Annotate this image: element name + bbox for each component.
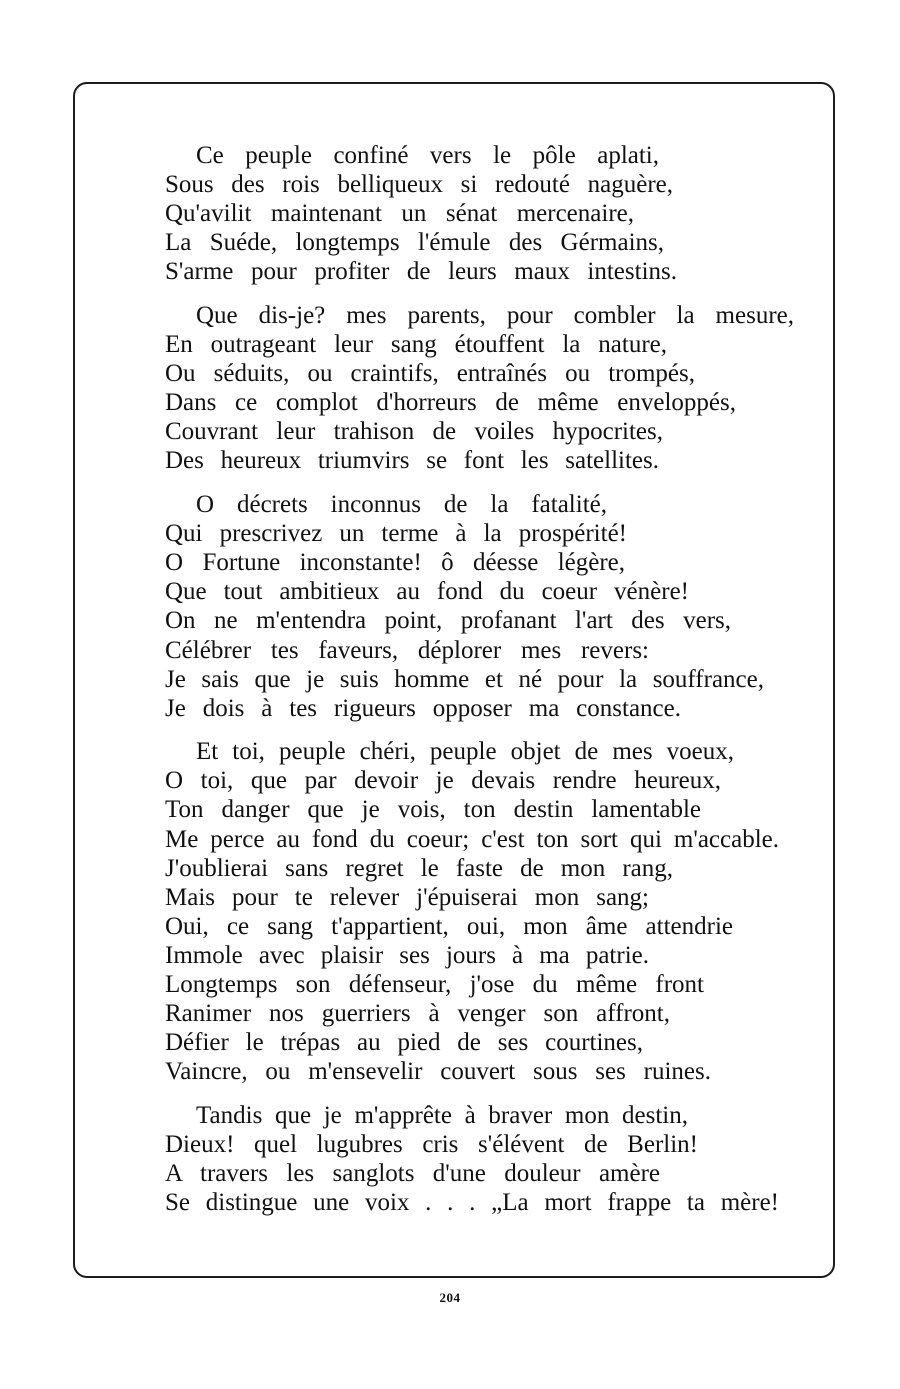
poem-line: A travers les sanglots d'une douleur amère	[165, 1160, 660, 1188]
poem-line: Que tout ambitieux au fond du coeur vénère!	[165, 578, 689, 606]
poem-line: Ton danger que je vois, ton destin lamentable	[165, 796, 701, 824]
page-number: 204	[439, 1290, 461, 1305]
poem-line: S'arme pour profiter de leurs maux intestins.	[165, 258, 677, 286]
poem-line: J'oublierai sans regret le faste de mon rang,	[165, 854, 673, 882]
poem-line: Longtemps son défenseur, j'ose du même front	[165, 971, 704, 999]
poem-line: Ranimer nos guerriers à venger son affront,	[165, 1000, 670, 1028]
poem-line: O toi, que par devoir je devais rendre heureux,	[165, 767, 721, 795]
poem-line: Défier le trépas au pied de ses courtines,	[165, 1029, 643, 1057]
poem-line: On ne m'entendra point, profanant l'art des vers,	[165, 607, 731, 635]
poem-line: Ce peuple confiné vers le pôle aplati,	[196, 142, 659, 169]
stanza	[165, 141, 805, 286]
poem-line: Qu'avilit maintenant un sénat mercenaire,	[165, 200, 634, 228]
poem-line: Des heureux triumvirs se font les satellites.	[165, 447, 659, 475]
poem-line: Ou séduits, ou craintifs, entraînés ou trompés,	[165, 360, 695, 388]
poem-line: Se distingue une voix . . . „La mort frappe ta mère!	[165, 1189, 779, 1217]
poem-line: Dieux! quel lugubres cris s'élévent de Berlin!	[165, 1131, 698, 1158]
poem-line: Dans ce complot d'horreurs de même enveloppés,	[165, 389, 736, 417]
poem-line: Me perce au fond du coeur; c'est ton sort qui m'accable.	[165, 825, 779, 853]
poem-line: En outrageant leur sang étouffent la nature,	[165, 331, 667, 359]
poem-text	[165, 141, 805, 1232]
poem-line: La Suéde, longtemps l'émule des Gérmains,	[165, 229, 664, 257]
poem-line: O Fortune inconstante! ô déesse légère,	[165, 549, 625, 577]
poem-line: Mais pour te relever j'épuiserai mon sang;	[165, 883, 649, 911]
poem-line: Je sais que je suis homme et né pour la souffrance,	[165, 665, 764, 693]
poem-line: Que dis-je? mes parents, pour combler la mesure,	[196, 301, 794, 329]
poem-line: Et toi, peuple chéri, peuple objet de mes voeux,	[196, 738, 734, 766]
poem-line: Oui, ce sang t'appartient, oui, mon âme attendrie	[165, 912, 733, 940]
poem-line: Qui prescrivez un terme à la prospérité!	[165, 520, 627, 548]
poem-line: Vaincre, ou m'ensevelir couvert sous ses ruines.	[165, 1058, 711, 1086]
poem-line: Je dois à tes rigueurs opposer ma constance.	[165, 694, 681, 722]
stanza	[165, 1101, 805, 1217]
poem-line: O décrets inconnus de la fatalité,	[196, 491, 607, 519]
poem-line: Couvrant leur trahison de voiles hypocrites,	[165, 418, 663, 446]
poem-line: Immole avec plaisir ses jours à ma patrie.	[165, 941, 649, 969]
stanza	[165, 737, 805, 1086]
poem-line: Sous des rois belliqueux si redouté naguère,	[165, 171, 673, 199]
stanza	[165, 490, 805, 723]
poem-line: Célébrer tes faveurs, déplorer mes revers:	[165, 636, 649, 664]
stanza	[165, 301, 805, 476]
poem-line: Tandis que je m'apprête à braver mon destin,	[196, 1101, 688, 1129]
